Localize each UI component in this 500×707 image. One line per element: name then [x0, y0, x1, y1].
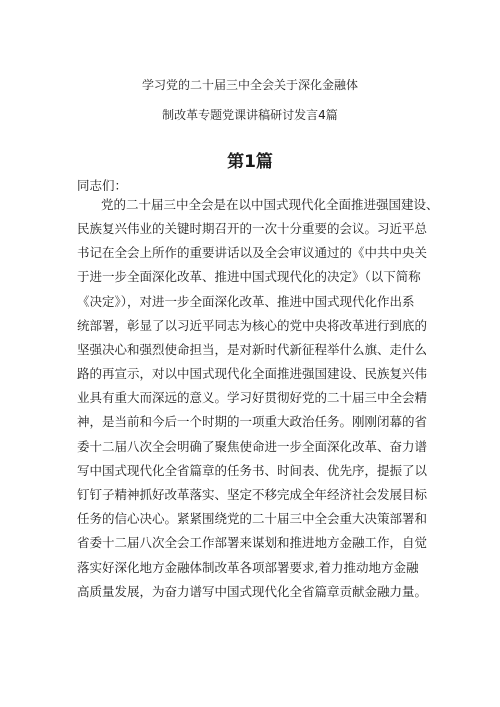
body-line: 高质量发展，为奋力谱写中国式现代化全省篇章贡献金融力量。	[77, 584, 428, 599]
body-line: 坚强决心和强烈使命担当，是对新时代新征程举什么旗、走什么	[77, 342, 428, 357]
body-line: 神，是当前和今后一个时期的一项重大政治任务。刚刚闭幕的省	[77, 414, 428, 429]
salutation: 同志们：	[77, 178, 128, 193]
body-line: 于进一步全面深化改革、推进中国式现代化的决定》（以下简称	[77, 269, 421, 284]
section-heading: 第1篇	[227, 152, 273, 172]
body-line: 路的再宣示，对以中国式现代化全面推进强国建设、民族复兴伟	[77, 366, 428, 381]
body-line: 钉钉子精神抓好改革落实、坚定不移完成全年经济社会发展目标	[77, 487, 428, 502]
body-line: 委十二届八次全会明确了聚焦使命进一步全面深化改革、奋力谱	[77, 439, 428, 454]
body-line: 落实好深化地方金融体制改革各项部署要求,着力推动地方金融	[77, 560, 419, 575]
body-line: 统部署，彰显了以习近平同志为核心的党中央将改革进行到底的	[77, 318, 428, 333]
body-line: 书记在全会上所作的重要讲话以及全会审议通过的《中共中央关	[77, 245, 428, 260]
document-title-line-2: 制改革专题党课讲稿研讨发言4篇	[162, 108, 338, 122]
body-line: 党的二十届三中全会是在以中国式现代化全面推进强国建设、	[101, 197, 439, 212]
body-line: 业具有重大而深远的意义。学习好贯彻好党的二十届三中全会精	[77, 390, 428, 405]
body-line: 省委十二届八次全会工作部署来谋划和推进地方金融工作，自觉	[77, 535, 428, 550]
body-line: 写中国式现代化全省篇章的任务书、时间表、优先序，提振了以	[77, 463, 428, 478]
body-line: 《决定》），对进一步全面深化改革、推进中国式现代化作出系	[77, 294, 415, 309]
body-line: 任务的信心决心。紧紧围绕党的二十届三中全会重大决策部署和	[77, 511, 428, 526]
body-line: 民族复兴伟业的关键时期召开的一次十分重要的会议。习近平总	[77, 221, 428, 236]
document-title-line-1: 学习党的二十届三中全会关于深化金融体	[141, 78, 358, 92]
